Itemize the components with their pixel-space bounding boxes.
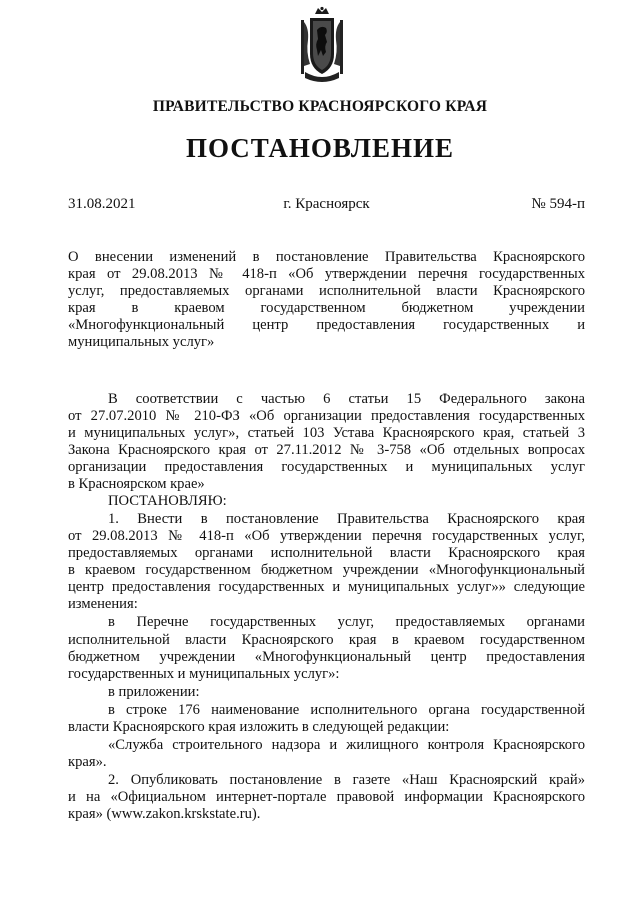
body-line: «Служба строительного надзора и жилищного контроля Красноярского xyxy=(108,737,585,753)
title-line: муниципальных услуг» xyxy=(68,334,215,350)
body-line: 2. Опубликовать постановление в газете «Наш Красноярский край» xyxy=(108,772,585,788)
body-line: изменения: xyxy=(68,596,138,612)
body-line: предоставляемых органами исполнительной власти Красноярского края xyxy=(68,545,585,561)
body-line: в Красноярском крае» xyxy=(68,476,205,492)
body-line: организации предоставления государственных и муниципальных услуг xyxy=(68,459,585,475)
coat-of-arms-icon xyxy=(299,6,345,86)
title-line: края в краевом государственном бюджетном учреждении xyxy=(68,300,585,316)
title-line: услуг, предоставляемых органами исполнительной власти Красноярского xyxy=(68,283,585,299)
body-line: края» (www.zakon.krskstate.ru). xyxy=(68,806,261,822)
body-line: в приложении: xyxy=(108,684,200,700)
body-line: Закона Красноярского края от 27.11.2012 № 3-758 «Об отдельных вопросах xyxy=(68,442,585,458)
body-line: края». xyxy=(68,754,107,770)
document-city: г. Красноярск xyxy=(283,196,370,212)
body-line: в краевом государственном бюджетном учреждении «Многофункциональный xyxy=(68,562,585,578)
title-line: «Многофункциональный центр предоставления государственных и xyxy=(68,317,585,333)
resolve-heading: ПОСТАНОВЛЯЮ: xyxy=(108,493,227,509)
body-line: центр предоставления государственных и муниципальных услуг»» следующие xyxy=(68,579,585,595)
document-date: 31.08.2021 xyxy=(68,196,136,212)
document-number: № 594-п xyxy=(531,196,585,212)
body-line: в Перечне государственных услуг, предоставляемых органами xyxy=(108,614,585,630)
body-line: и на «Официальном интернет-портале правовой информации Красноярского xyxy=(68,789,585,805)
title-line: О внесении изменений в постановление Правительства Красноярского xyxy=(68,249,585,265)
body-line: бюджетном учреждении «Многофункциональный центр предоставления xyxy=(68,649,585,665)
body-line: от 29.08.2013 № 418-п «Об утверждении перечня государственных услуг, xyxy=(68,528,585,544)
body-line: В соответствии с частью 6 статьи 15 Федерального закона xyxy=(108,391,585,407)
body-line: власти Красноярского края изложить в следующей редакции: xyxy=(68,719,450,735)
document-meta xyxy=(68,196,585,216)
body-line: государственных и муниципальных услуг»: xyxy=(68,666,340,682)
body-line: 1. Внести в постановление Правительства Красноярского края xyxy=(108,511,585,527)
title-line: края от 29.08.2013 № 418-п «Об утверждении перечня государственных xyxy=(68,266,585,282)
body-line: от 27.07.2010 № 210-ФЗ «Об организации предоставления государственных xyxy=(68,408,585,424)
government-title: ПРАВИТЕЛЬСТВО КРАСНОЯРСКОГО КРАЯ xyxy=(152,98,488,115)
body-line: в строке 176 наименование исполнительного органа государственной xyxy=(108,702,585,718)
document-type: ПОСТАНОВЛЕНИЕ xyxy=(185,133,455,163)
body-line: исполнительной власти Красноярского края в краевом государственном xyxy=(68,632,585,648)
body-line: и муниципальных услуг», статьей 103 Устава Красноярского края, статьей 3 xyxy=(68,425,585,441)
